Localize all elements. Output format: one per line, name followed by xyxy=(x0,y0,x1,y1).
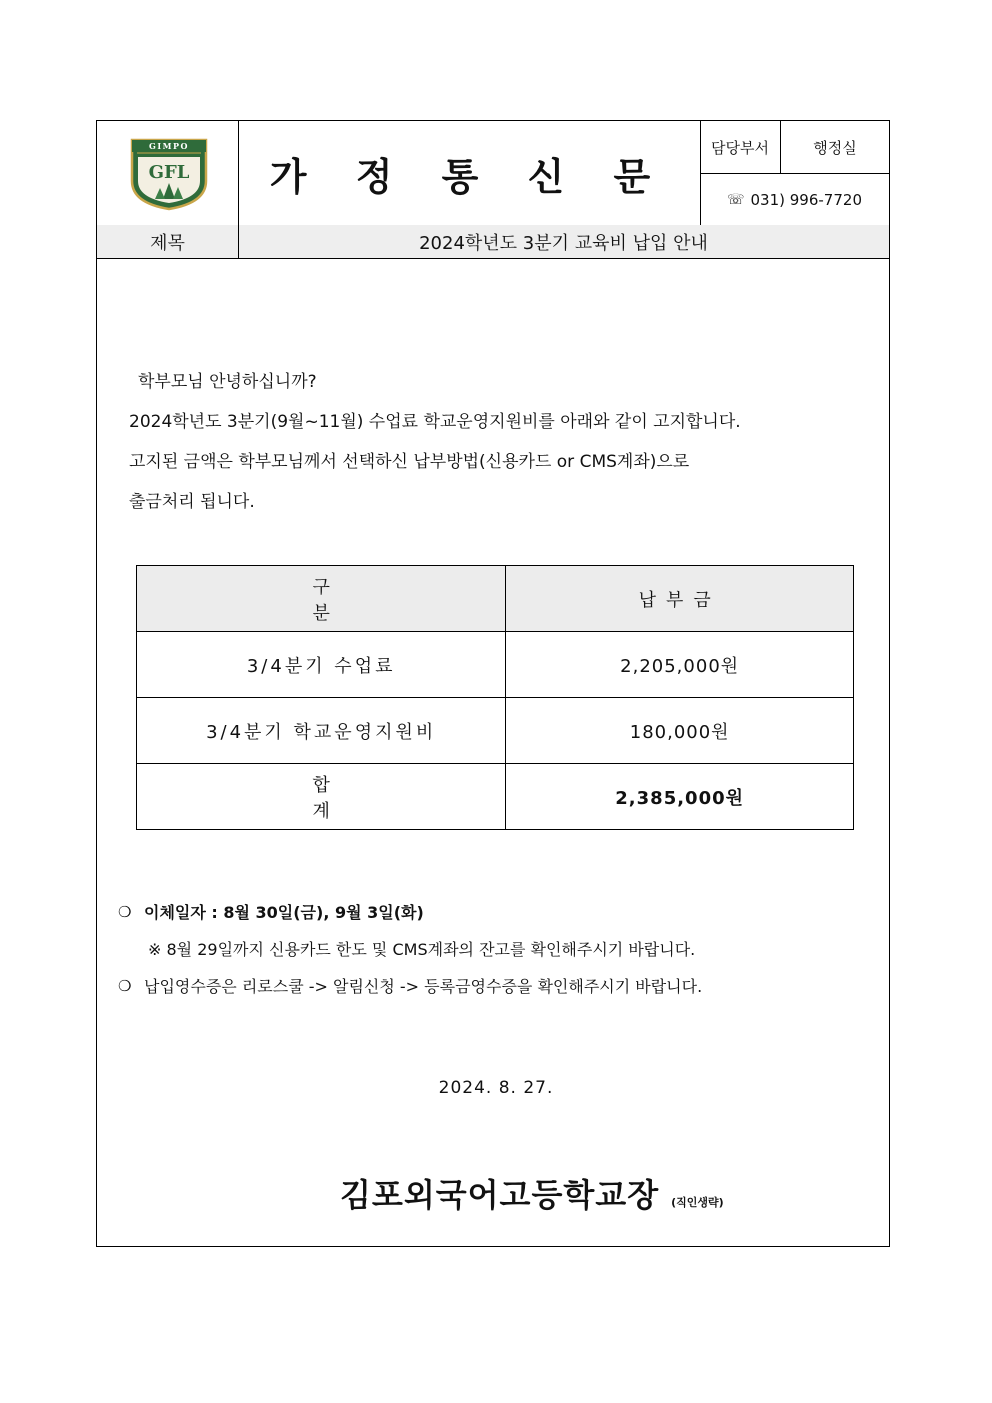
note-sub xyxy=(118,930,702,967)
phone-text: 031) 996-7720 xyxy=(750,190,862,209)
department-value: 행정실 xyxy=(781,121,889,174)
receipt-text: 납입영수증은 리로스쿨 -> 알림신청 -> 등록금영수증을 확인해주시기 바랍니다. xyxy=(144,977,703,996)
school-logo-icon xyxy=(129,137,209,211)
total-row xyxy=(137,764,854,830)
body-line-2: 고지된 금액은 학부모님께서 선택하신 납부방법(신용카드 or CMS계좌)으로 xyxy=(129,452,690,472)
phone-number xyxy=(700,174,889,225)
svg-text:GIMPO: GIMPO xyxy=(149,141,189,151)
signature xyxy=(340,1170,724,1216)
notice-body xyxy=(129,362,869,522)
notice-title: 가 정 통 신 문 xyxy=(238,121,701,225)
notice-date: 2024. 8. 27. xyxy=(438,1078,554,1098)
fee-table xyxy=(136,565,854,830)
total-amount: 2,385,000원 xyxy=(506,764,854,830)
total-label: 합계 xyxy=(137,764,506,830)
department-label: 담당부서 xyxy=(700,121,781,174)
fee-table-header xyxy=(137,566,854,632)
circle-bullet-icon: ❍ xyxy=(118,902,132,921)
svg-text:GFL: GFL xyxy=(148,162,190,183)
table-row xyxy=(137,698,854,764)
notes-section xyxy=(118,893,702,1004)
row-item: 3/4분기 수업료 xyxy=(137,632,506,698)
table-row xyxy=(137,632,854,698)
sub-note-text: ※ 8월 29일까지 신용카드 한도 및 CMS계좌의 잔고를 확인해주시기 바랍니다. xyxy=(148,940,696,959)
body-line-1: 2024학년도 3분기(9월~11월) 수업료 학교운영지원비를 아래와 같이 고지합니다. xyxy=(129,412,741,432)
body-line-3: 출금처리 됩니다. xyxy=(129,492,255,512)
header-amount: 납부금 xyxy=(506,566,854,632)
circle-bullet-icon: ❍ xyxy=(118,976,132,995)
subject-row xyxy=(97,225,889,259)
logo-cell xyxy=(97,121,239,225)
subject-label: 제목 xyxy=(97,225,239,258)
row-item: 3/4분기 학교운영지원비 xyxy=(137,698,506,764)
seal-omitted-note: (직인생략) xyxy=(671,1196,724,1209)
note-receipt xyxy=(118,967,702,1004)
notice-header xyxy=(97,121,889,226)
withdrawal-text: 이체일자 : 8월 30일(금), 9월 3일(화) xyxy=(144,903,424,922)
note-withdrawal xyxy=(118,893,702,930)
row-amount: 2,205,000원 xyxy=(506,632,854,698)
telephone-icon: ☏ xyxy=(727,191,745,208)
signature-name: 김포외국어고등학교장 xyxy=(340,1176,660,1214)
header-category: 구분 xyxy=(137,566,506,632)
greeting: 학부모님 안녕하십니까? xyxy=(138,372,317,392)
row-amount: 180,000원 xyxy=(506,698,854,764)
subject-value: 2024학년도 3분기 교육비 납입 안내 xyxy=(419,232,708,254)
